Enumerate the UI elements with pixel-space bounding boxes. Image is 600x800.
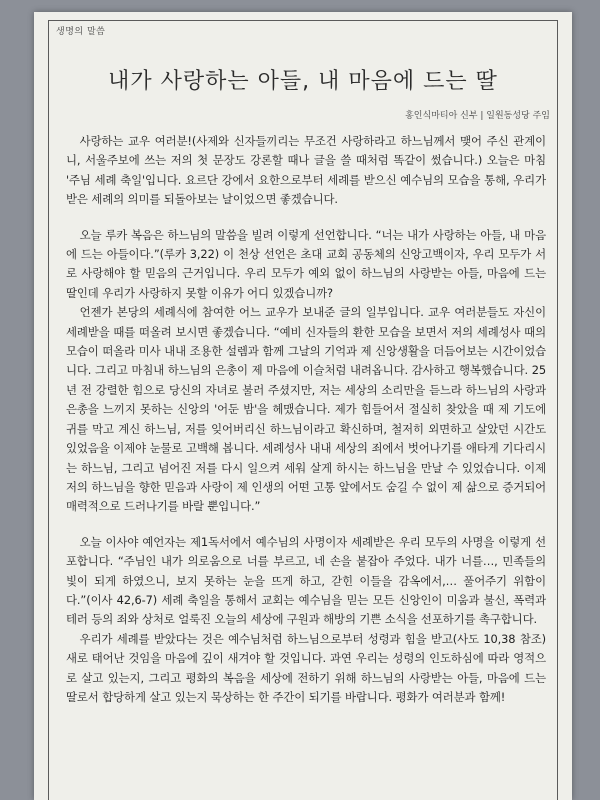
paragraph-2: 오늘 루카 복음은 하느님의 말씀을 빌려 이렇게 선언합니다. “너는 내가 사랑하는 아들, 내 마음에 드는 아들이다.”(루카 3,22) 이 천상 선언은 초대 교회 공동체의 신앙고백이자, 우리 모두가 서로 사랑해야 할 믿음의 근거입니다. 우리 모두가 예외 없이 하느님의 사랑받는 아들, 마음에 드는 딸인데 우리가 사랑하지 못할 이유가 어디 있겠습니까? [66, 227, 546, 300]
article-title: 내가 사랑하는 아들, 내 마음에 드는 딸 [108, 69, 498, 94]
paragraph-4: 오늘 이사야 예언자는 제1독서에서 예수님의 사명이자 세례받은 우리 모두의 사명을 이렇게 선포합니다. “주님인 내가 의로움으로 너를 부르고, 네 손을 붙잡아 주었다. 내가 너를…, 민족들의 빛이 되게 하였으니, 보지 못하는 눈을 뜨게 하고, 갇힌 이들을 감옥에서,… 풀어주기 위함이다.”(이사 42,6-7) 세례 축일을 통해서 교회는 예수님을 믿는 모든 신앙인이 미움과 불신, 폭력과 테러 등의 죄와 상처로 얼룩진 오늘의 세상에 구원과 해방의 기쁜 소식을 선포하기를 촉구합니다. [66, 534, 546, 627]
paragraph-3: 언젠가 본당의 세례식에 참여한 어느 교우가 보내준 글의 일부입니다. 교우 여러분들도 자신이 세례받을 때를 떠올려 보시면 좋겠습니다. “예비 신자들의 환한 모습을 보면서 저의 세례성사 때의 모습이 떠올라 미사 내내 조용한 설렘과 함께 그날의 기억과 제 신앙생활을 더듬어보는 시간이었습니다. 그리고 마침내 하느님의 은총이 제 마음에 이슬처럼 내려옵니다. 감사하고 행복했습니다. 25년 전 강렬한 힘으로 당신의 자녀로 불러 주셨지만, 저는 세상의 소리만을 듣느라 하느님의 사랑과 은총을 느끼지 못하는 신앙의 '어둔 밤'을 헤맸습니다. 제가 힘들어서 절실히 찾았을 때 제 기도에 귀를 막고 계신 하느님, 저를 잊어버리신 하느님이라고 확신하며, 철저히 외면하고 살았던 시간도 있었음을 이제야 눈물로 고백해 봅니다. 세례성사 내내 세상의 죄에서 벗어나기를 애타게 기다리시는 하느님, 그리고 넘어진 저를 다시 일으켜 세워 살게 하시는 하느님을 만날 수 있었습니다. 이제 저의 하느님을 향한 믿음과 사랑이 제 인생의 어떤 고통 앞에서도 숨길 수 없이 제 삶으로 증거되어 매력적으로 드러나기를 바랄 뿐입니다.” [66, 305, 546, 514]
paragraph-1: 사랑하는 교우 여러분!(사제와 신자들끼리는 무조건 사랑하라고 하느님께서 맺어 주신 관계이니, 서울주보에 쓰는 저의 첫 문장도 강론할 때나 글을 쓸 때처럼 똑같이 썼습니다.) 오늘은 마침 '주님 세례 축일'입니다. 요르단 강에서 요한으로부터 세례를 받으신 예수님의 모습을 통해, 우리가 받은 세례의 의미를 되돌아보는 날이었으면 좋겠습니다. [66, 134, 546, 207]
author-line: 홍인식마티아 신부 | 일원동성당 주임 [405, 111, 550, 121]
article-body [66, 132, 546, 707]
series-label: 생명의 말씀 [56, 27, 106, 37]
bulletin-page [34, 12, 572, 800]
paragraph-5: 우리가 세례를 받았다는 것은 예수님처럼 하느님으로부터 성령과 힘을 받고(사도 10,38 참조) 새로 태어난 것임을 마음에 깊이 새겨야 할 것입니다. 과연 우리는 성령의 인도하심에 따라 영적으로 살고 있는지, 그리고 평화의 복음을 세상에 전하기 위해 하느님의 사랑받는 아들, 마음에 드는 딸로서 합당하게 살고 있는지 묵상하는 한 주간이 되기를 바랍니다. 평화가 여러분과 함께! [66, 631, 546, 704]
